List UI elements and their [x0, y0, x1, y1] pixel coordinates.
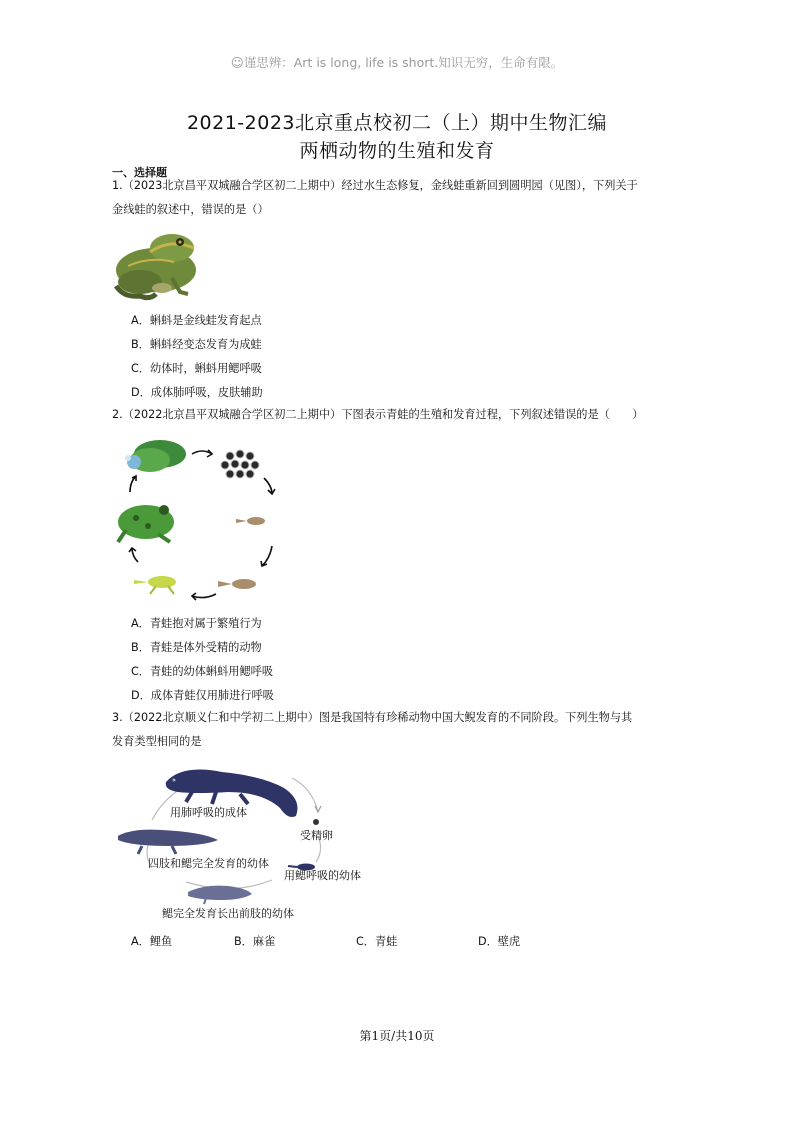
- q3-option-b: B．麻雀: [234, 935, 276, 948]
- golden-frog-image: [110, 226, 202, 302]
- frog-life-cycle-diagram: [112, 430, 292, 608]
- adult-frog-icon: [118, 505, 174, 542]
- question-1-line2: 金线蛙的叙述中，错误的是（）: [112, 203, 269, 216]
- giant-salamander-diagram: [112, 758, 374, 924]
- header-motto: ☺谨思辨：Art is long, life is short.知识无穷，生命有限。: [230, 55, 564, 70]
- tadpole-icon: [236, 517, 265, 525]
- forelimb-larva-icon: [188, 886, 252, 904]
- label-adult: 用肺呼吸的成体: [170, 806, 247, 819]
- q1-option-d: D．成体肺呼吸，皮肤辅助: [131, 386, 263, 399]
- tadpole-legs-icon: [218, 579, 256, 589]
- question-1-line1: 1.（2023北京昌平双城融合学区初二上期中）经过水生态修复，金线蛙重新回到圆明园（见图），下列关于: [112, 179, 638, 192]
- frog-eggs-icon: [221, 450, 259, 478]
- q1-option-c: C．幼体时，蝌蚪用鳃呼吸: [131, 362, 262, 375]
- q1-option-a: A．蝌蚪是金线蛙发育起点: [131, 314, 262, 327]
- q3-option-c: C．青蛙: [356, 935, 398, 948]
- question-3-line1: 3.（2022北京顺义仁和中学初二上期中）图是我国特有珍稀动物中国大鲵发育的不同阶段。下列生物与其: [112, 711, 633, 724]
- q3-option-a: A．鲤鱼: [131, 935, 173, 948]
- document-title: 2021-2023北京重点校初二（上）期中生物汇编: [186, 112, 608, 134]
- question-2-line1: 2.（2022北京昌平双城融合学区初二上期中）下图表示青蛙的生殖和发育过程，下列叙述错误的是（ ）: [112, 408, 644, 421]
- q3-option-d: D．壁虎: [478, 935, 521, 948]
- label-egg: 受精卵: [300, 829, 333, 842]
- q2-option-d: D．成体青蛙仅用肺进行呼吸: [131, 689, 274, 702]
- q2-option-c: C．青蛙的幼体蝌蚪用鳃呼吸: [131, 665, 274, 678]
- mating-frogs-icon: [125, 440, 186, 472]
- label-full-larva: 四肢和鳃完全发育的幼体: [148, 857, 269, 870]
- egg-icon: [313, 819, 319, 825]
- q1-option-b: B．蝌蚪经变态发育为成蛙: [131, 338, 262, 351]
- q2-option-a: A．青蛙抱对属于繁殖行为: [131, 617, 262, 630]
- page-footer: 第1页/共10页: [359, 1029, 435, 1043]
- q2-option-b: B．青蛙是体外受精的动物: [131, 641, 262, 654]
- question-3-line2: 发育类型相同的是: [112, 735, 202, 748]
- document-subtitle: 两栖动物的生殖和发育: [299, 140, 495, 162]
- section-heading: 一、选择题: [112, 166, 167, 179]
- label-gill-larva: 用鳃呼吸的幼体: [284, 869, 361, 882]
- label-forelimb-larva: 鳃完全发育长出前肢的幼体: [162, 907, 294, 920]
- froglet-icon: [134, 576, 176, 594]
- full-larva-icon: [118, 830, 218, 854]
